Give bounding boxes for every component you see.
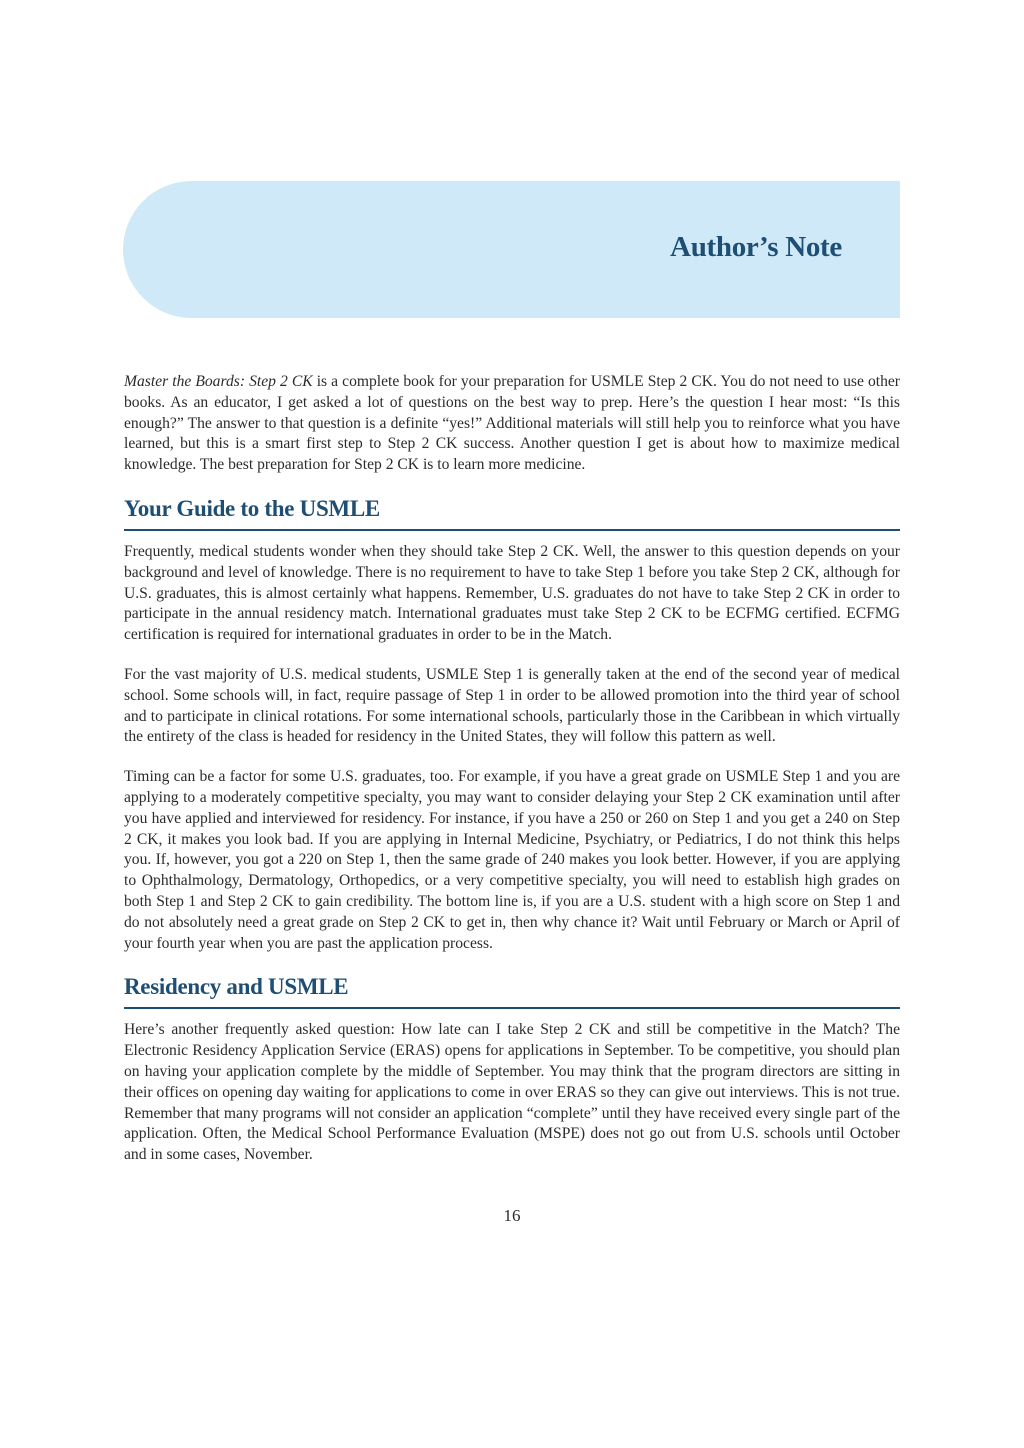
- section-paragraph: Timing can be a factor for some U.S. graduates, too. For example, if you have a great grade on USMLE Step 1 and you are applying to a moderately competitive specialty, you may want to consider delaying your Step 2 CK examination until after you have applied and interviewed for residency. For instance, if you have a 250 or 260 on Step 1 and you get a 240 on Step 2 CK, it makes you look bad. If you are applying in Internal Medicine, Psychiatry, or Pediatrics, I do not think this helps you. If, however, you got a 220 on Step 1, then the same grade of 240 makes you look better. However, if you are applying to Ophthalmology, Dermatology, Orthopedics, or a very competitive specialty, you will need to establish high grades on both Step 1 and Step 2 CK to gain credibility. The bottom line is, if you are a U.S. student with a high score on Step 1 and do not absolutely need a great grade on Step 2 CK to get in, then why chance it? Wait until February or March or April of your fourth year when you are past the application process.: [124, 768, 900, 952]
- section-residency: [124, 973, 900, 1166]
- section-paragraph: Frequently, medical students wonder when they should take Step 2 CK. Well, the answer to this question depends on your background and level of knowledge. There is no requirement to have to take Step 1 before you take Step 2 CK, although for U.S. graduates, this is almost certainly what happens. Remember, U.S. graduates do not have to take Step 2 CK in order to participate in the annual residency match. International graduates must take Step 2 CK to be ECFMG certified. ECFMG certification is required for international graduates in order to be in the Match.: [124, 542, 900, 644]
- section-rule: [124, 529, 900, 531]
- intro-text: is a complete book for your preparation for USMLE Step 2 CK. You do not need to use other books. As an educator, I get asked a lot of questions on the best way to prep. Here’s the question I hear most: “Is this enough?” The answer to that question is a definite “yes!” Additional materials will still help you to reinforce what you have learned, but this is a smart first step to Step 2 CK success. Another question I get is about how to maximize medical knowledge. The best preparation for Step 2 CK is to learn more medicine.: [124, 373, 900, 474]
- section-paragraph: For the vast majority of U.S. medical students, USMLE Step 1 is generally taken at the end of the second year of medical school. Some schools will, in fact, require passage of Step 1 in order to be allowed promotion into the third year of school and to participate in clinical rotations. For some international schools, particularly those in the Caribbean in which virtually the entirety of the class is headed for residency in the United States, they will follow this pattern as well.: [124, 665, 900, 746]
- book-title: Master the Boards: Step 2 CK: [124, 373, 313, 390]
- chapter-title: Author’s Note: [670, 231, 842, 263]
- section-heading: Residency and USMLE: [124, 974, 349, 1000]
- section-guide: [124, 495, 900, 954]
- section-rule: [124, 1007, 900, 1009]
- section-paragraph: Here’s another frequently asked question: How late can I take Step 2 CK and still be competitive in the Match? The Electronic Residency Application Service (ERAS) opens for applications in September. To be competitive, you should plan on having your application complete by the middle of September. You may think that the program directors are sitting in their offices on opening day waiting for applications to come in over ERAS so they can give out interviews. This is not true. Remember that many programs will not consider an application “complete” until they have received every single part of the application. Often, the Medical School Performance Evaluation (MSPE) does not go out from U.S. schools until October and in some cases, November.: [124, 1021, 900, 1164]
- chapter-banner: [123, 181, 900, 318]
- intro-paragraph: [124, 372, 900, 476]
- section-heading: Your Guide to the USMLE: [124, 495, 380, 521]
- page-number: 16: [503, 1206, 521, 1225]
- page-content: [124, 372, 900, 1185]
